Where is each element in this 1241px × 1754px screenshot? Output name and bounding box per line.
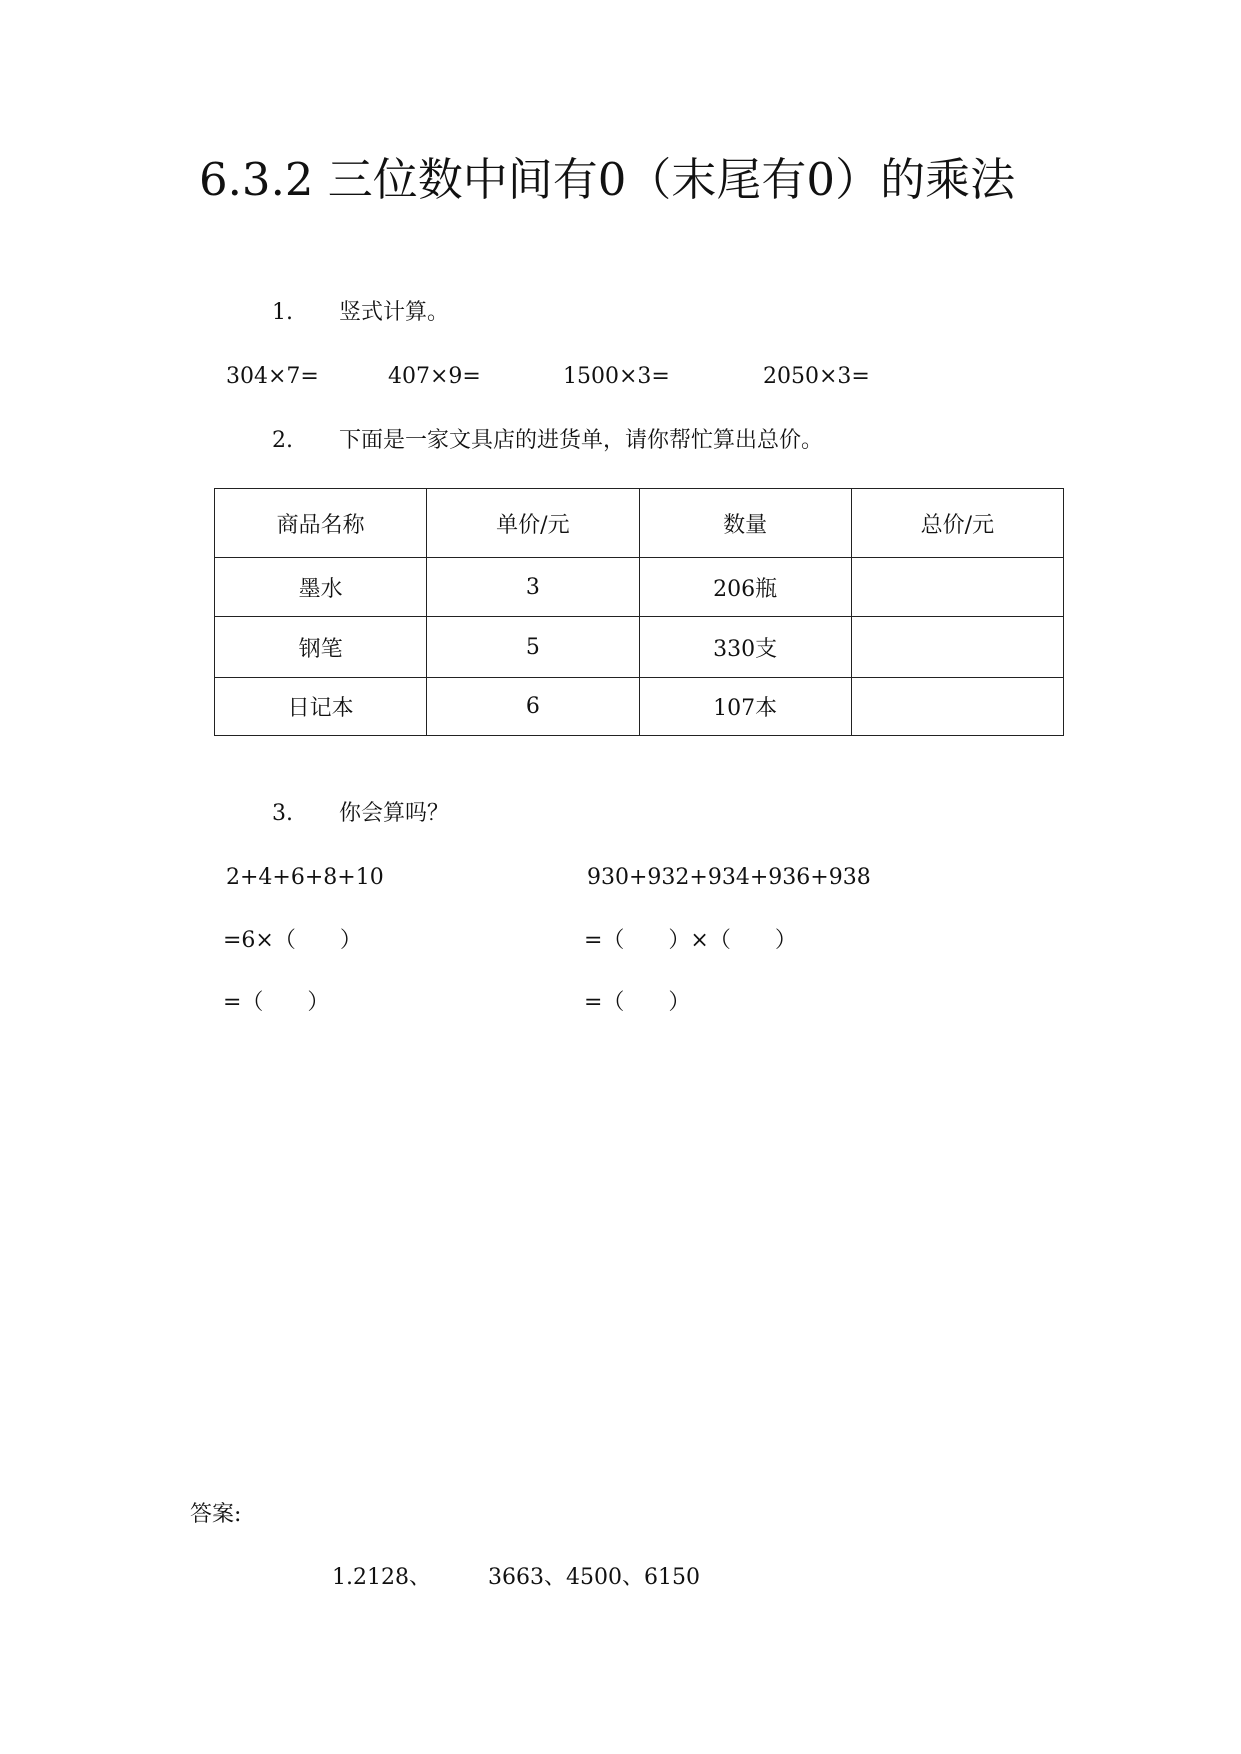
q1-item: 304×7=: [226, 364, 319, 389]
table-header: 总价/元: [851, 489, 1063, 558]
table-header-row: [215, 489, 1064, 558]
table-cell: 日记本: [215, 678, 427, 736]
q3-text: 你会算吗？: [339, 801, 450, 826]
q3-right-line: =（ ）×（ ）: [584, 928, 797, 953]
q2-text: 下面是一家文具店的进货单，请你帮忙算出总价。: [339, 428, 824, 453]
table-header: 单价/元: [427, 489, 639, 558]
table-cell: 6: [427, 678, 639, 736]
table-cell: [851, 617, 1063, 678]
table-row: [215, 558, 1064, 617]
q1-number: 1.: [272, 300, 293, 325]
page-title: 6.3.2 三位数中间有0（末尾有0）的乘法: [199, 153, 1016, 206]
answer-text: 1.2128、: [332, 1565, 431, 1590]
q1-item: 1500×3=: [563, 364, 670, 389]
table-cell: 墨水: [215, 558, 427, 617]
table-cell: 206瓶: [639, 558, 851, 617]
q3-number: 3.: [272, 801, 293, 826]
table-cell: [851, 678, 1063, 736]
table-cell: 钢笔: [215, 617, 427, 678]
table-row: [215, 678, 1064, 736]
table-header: 数量: [639, 489, 851, 558]
table-cell: [851, 558, 1063, 617]
q3-left-line: 2+4+6+8+10: [226, 865, 384, 890]
table-row: [215, 617, 1064, 678]
answer-text: 3663、4500、6150: [488, 1565, 700, 1590]
table-header: 商品名称: [215, 489, 427, 558]
table-cell: 330支: [639, 617, 851, 678]
table-cell: 3: [427, 558, 639, 617]
purchase-table: [214, 488, 1064, 736]
q1-text: 竖式计算。: [339, 300, 450, 325]
table-cell: 5: [427, 617, 639, 678]
q1-item: 2050×3=: [763, 364, 870, 389]
q2-number: 2.: [272, 428, 293, 453]
q3-right-line: =（ ）: [584, 990, 691, 1015]
q3-left-line: =6×（ ）: [223, 928, 362, 953]
table-cell: 107本: [639, 678, 851, 736]
q1-item: 407×9=: [388, 364, 481, 389]
q3-right-line: 930+932+934+936+938: [587, 865, 871, 890]
q3-left-line: =（ ）: [223, 990, 330, 1015]
answers-label: 答案:: [190, 1502, 242, 1527]
